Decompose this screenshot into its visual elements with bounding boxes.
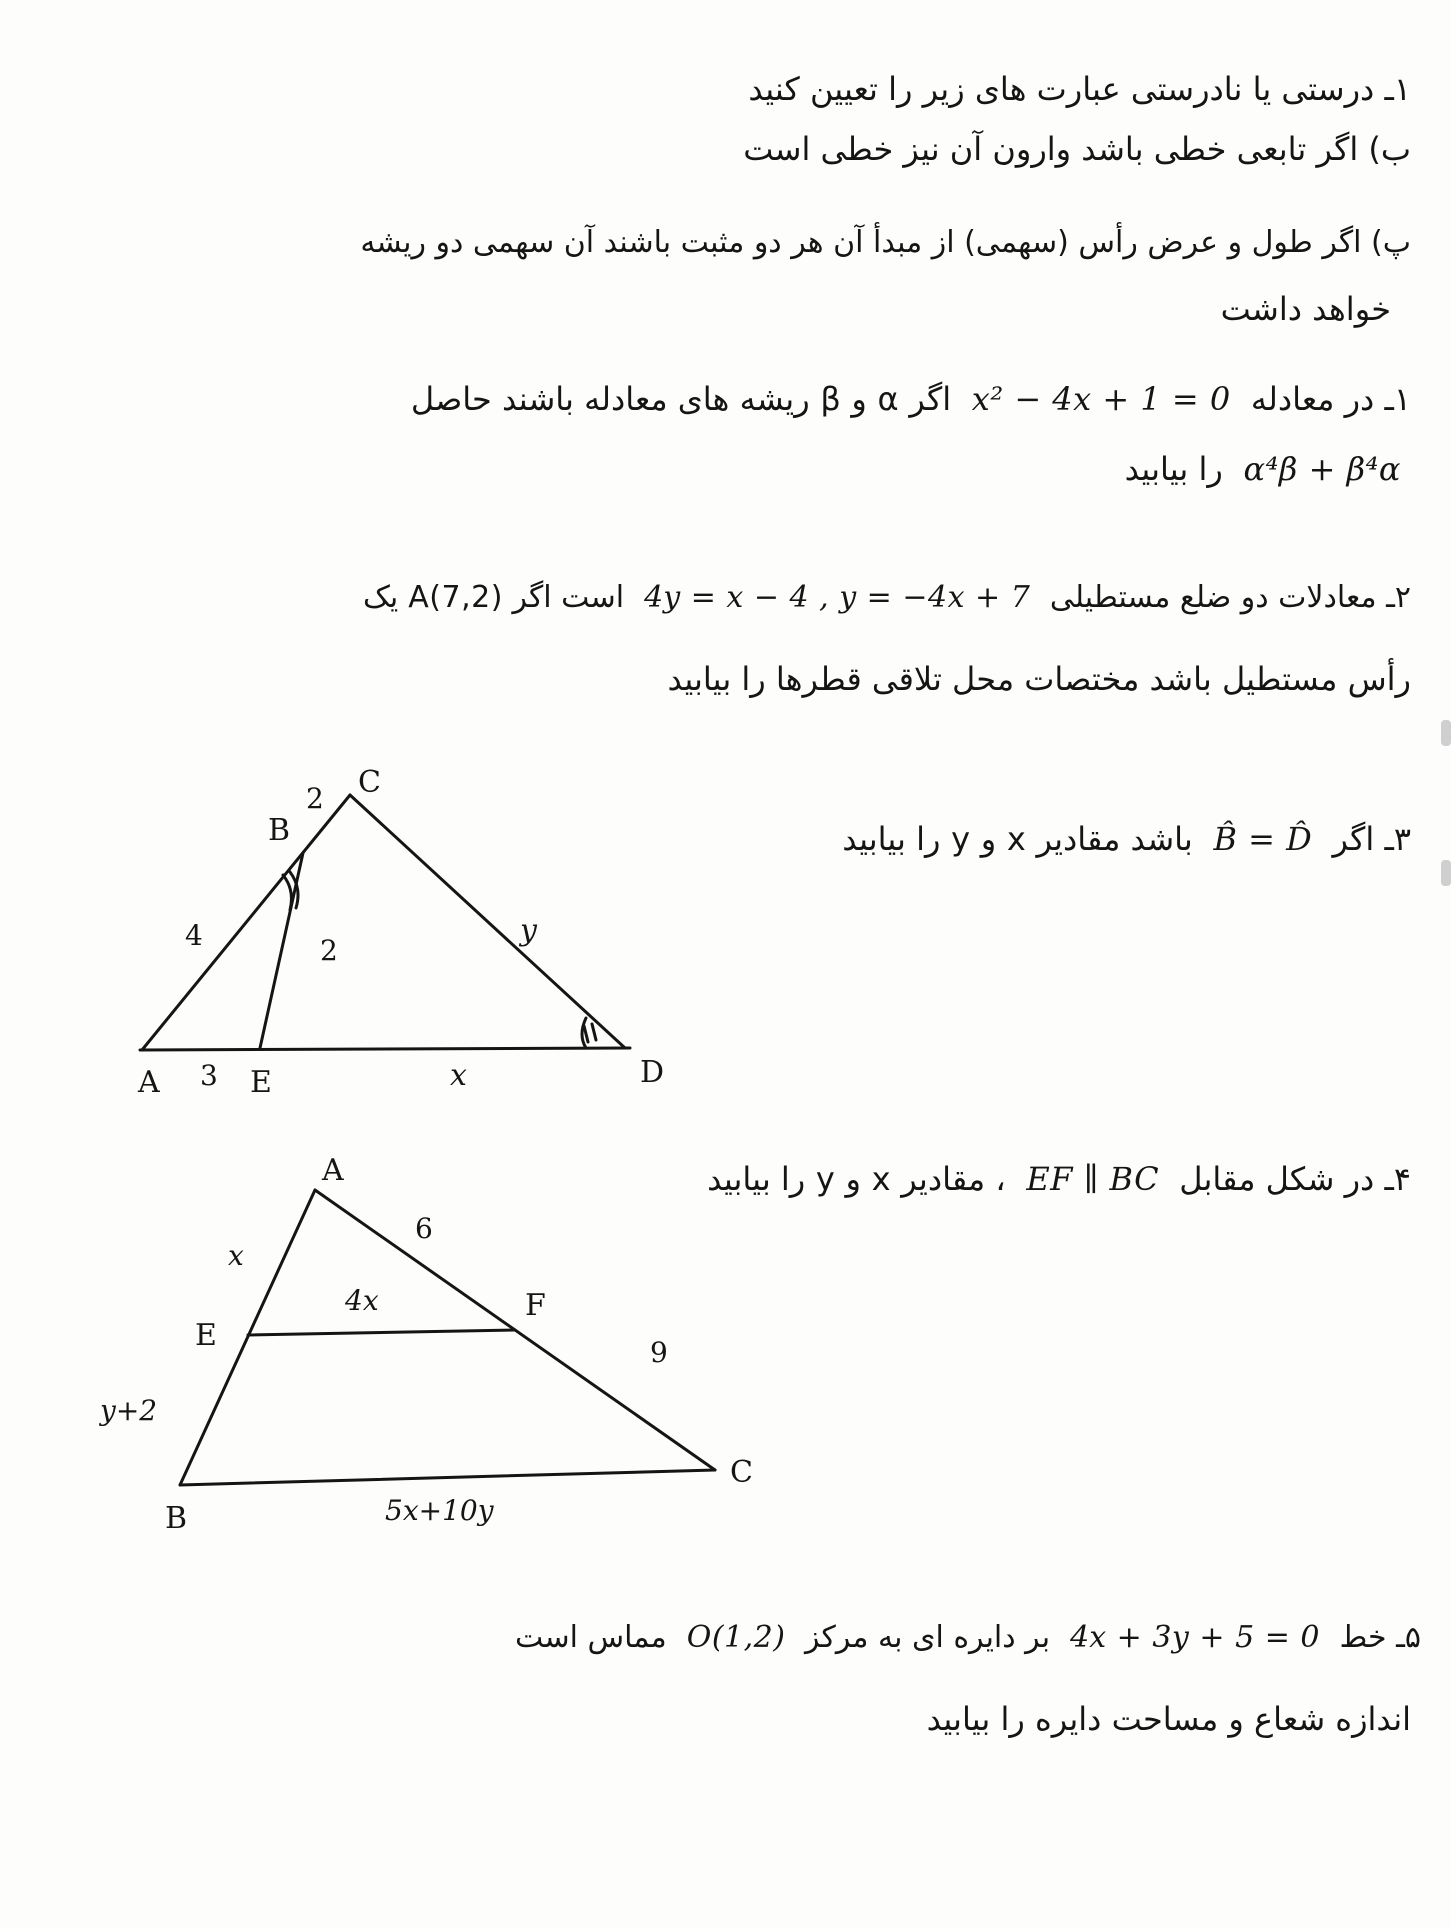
label-D: D xyxy=(640,1055,665,1090)
label-F: F xyxy=(525,1288,546,1323)
q1-part-p-line2: خواهد داشت xyxy=(1220,290,1391,328)
q4-angles: B̂ = D̂ xyxy=(1213,820,1313,858)
q6-center: O(1,2) xyxy=(686,1620,786,1655)
scan-edge-mark xyxy=(1441,720,1451,746)
measure-FC: 9 xyxy=(650,1336,668,1369)
measure-EB: y+2 xyxy=(100,1394,158,1427)
scan-edge-mark xyxy=(1441,860,1451,886)
q5-text-b: ، مقادیر x و y را بیابید xyxy=(707,1160,1006,1198)
segment-CD xyxy=(350,795,625,1048)
q6-text-a: ۵ـ خط xyxy=(1339,1620,1421,1655)
q2-text-c: را بیابید xyxy=(1124,450,1223,488)
q5-line xyxy=(707,1160,1411,1198)
label-B: B xyxy=(165,1501,188,1530)
q6-line-equation: 4x + 3y + 5 = 0 xyxy=(1070,1620,1320,1655)
q6-line1 xyxy=(515,1620,1421,1655)
measure-AE: x xyxy=(228,1239,244,1272)
q6-line2: اندازه شعاع و مساحت دایره را بیابید xyxy=(926,1700,1411,1738)
q3-equations: 4y = x − 4 , y = −4x + 7 xyxy=(644,580,1031,615)
q5-text-a: ۴ـ در شکل مقابل xyxy=(1179,1160,1411,1198)
measure-CD: y xyxy=(520,913,537,948)
figure-1-triangle xyxy=(110,750,670,1100)
q1-part-b: ب) اگر تابعی خطی باشد وارون آن نیز خطی است xyxy=(743,130,1411,168)
q2-text-a: ۱ـ در معادله xyxy=(1250,380,1411,418)
q1-title: ۱ـ درستی یا نادرستی عبارت های زیر را تعیین کنید xyxy=(748,70,1411,108)
label-E: E xyxy=(250,1065,272,1100)
q2-expression: α⁴β + β⁴α xyxy=(1243,450,1401,488)
segment-BC xyxy=(180,1470,715,1485)
q2-line1 xyxy=(411,380,1411,418)
label-A: A xyxy=(138,1065,160,1100)
measure-EF: 4x xyxy=(345,1284,379,1317)
label-E: E xyxy=(195,1318,217,1353)
measure-AF: 6 xyxy=(415,1212,433,1245)
q3-line1 xyxy=(363,580,1411,615)
measure-BC: 2 xyxy=(306,782,324,815)
q2-text-b: اگر α و β ریشه های معادله باشند حاصل xyxy=(410,380,952,418)
label-B: B xyxy=(268,813,291,848)
q3-line2: رأس مستطیل باشد مختصات محل تلاقی قطرها را بیابید xyxy=(667,660,1411,698)
label-A: A xyxy=(322,1153,344,1188)
figure-2-triangle xyxy=(70,1130,770,1530)
label-C: C xyxy=(730,1455,753,1490)
measure-AE: 3 xyxy=(200,1059,218,1092)
q6-text-c: مماس است xyxy=(515,1620,667,1655)
segment-AC xyxy=(142,795,350,1050)
q5-parallel: EF ∥ BC xyxy=(1026,1160,1160,1198)
q2-line2 xyxy=(1125,450,1411,488)
angle-mark-B-2 xyxy=(283,875,291,910)
q3-text-a: ۲ـ معادلات دو ضلع مستطیلی xyxy=(1049,580,1411,615)
q3-text-b: است اگر A(7,2) یک xyxy=(363,580,625,615)
q4-text-b: باشد مقادیر x و y را بیابید xyxy=(842,820,1193,858)
q4-text-a: ۳ـ اگر xyxy=(1332,820,1411,858)
angle-tick-D-1 xyxy=(584,1026,588,1042)
measure-BE: 2 xyxy=(320,934,338,967)
q4-line xyxy=(842,820,1411,858)
q6-text-b: بر دایره ای به مرکز xyxy=(805,1620,1051,1655)
measure-AB: 4 xyxy=(185,919,203,952)
q2-equation: x² − 4x + 1 = 0 xyxy=(971,380,1231,418)
q1-part-p-line1: پ) اگر طول و عرض رأس (سهمی) از مبدأ آن هر دو مثبت باشند آن سهمی دو ریشه xyxy=(360,225,1411,260)
label-C: C xyxy=(358,765,381,800)
angle-tick-D-2 xyxy=(592,1024,596,1040)
measure-ED: x xyxy=(450,1058,467,1093)
measure-BC: 5x+10y xyxy=(385,1494,494,1527)
segment-EF xyxy=(248,1330,515,1335)
segment-AD xyxy=(140,1048,630,1050)
